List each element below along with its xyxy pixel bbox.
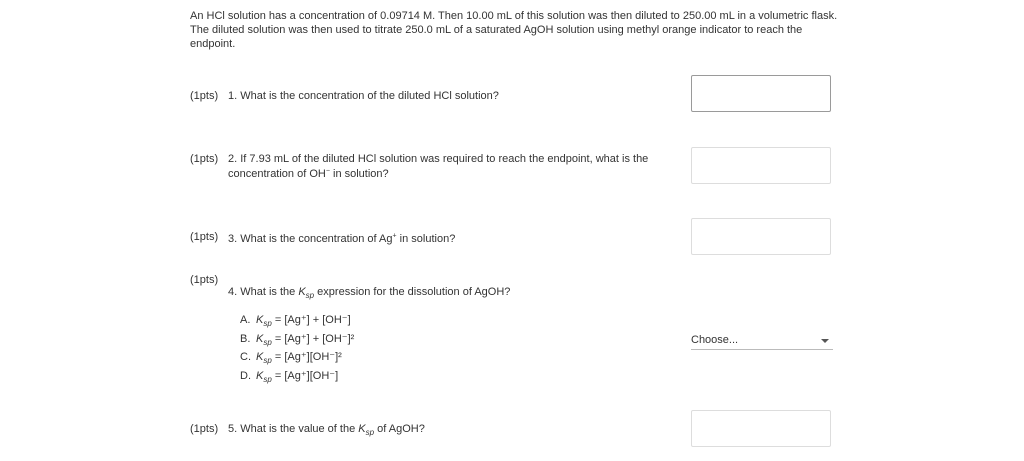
option-b: B. $K_{sp} = [Ag^+] + [OH^-]^2$ bbox=[240, 332, 355, 347]
question-3 bbox=[228, 232, 455, 247]
answer-input-q3[interactable] bbox=[692, 219, 830, 254]
question-5 bbox=[228, 422, 425, 440]
question-text: What is the concentration of the diluted HCl solution? bbox=[240, 90, 499, 102]
question-text: of AgOH? bbox=[374, 423, 425, 435]
answer-options bbox=[240, 313, 354, 388]
question-text: in solution? bbox=[396, 233, 456, 245]
question-number: 4. bbox=[228, 286, 238, 298]
answer-select-q4[interactable] bbox=[691, 331, 833, 350]
superscript: + bbox=[392, 232, 397, 240]
answer-input-q1[interactable] bbox=[692, 76, 830, 111]
answer-field-q3[interactable] bbox=[691, 218, 831, 255]
answer-field-q5[interactable] bbox=[691, 410, 831, 447]
question-text: What is the concentration of Ag bbox=[240, 233, 393, 245]
answer-input-q2[interactable] bbox=[692, 148, 830, 183]
question-1 bbox=[228, 89, 499, 104]
question-4 bbox=[228, 285, 510, 303]
answer-input-q5[interactable] bbox=[692, 411, 830, 446]
ksp-symbol: $K_{sp}$ bbox=[298, 286, 315, 301]
question-number: 2. bbox=[228, 153, 238, 165]
question-text: expression for the dissolution of AgOH? bbox=[314, 286, 511, 298]
points-label-q2: (1pts) bbox=[190, 153, 219, 165]
question-text: concentration of OH bbox=[228, 168, 326, 180]
superscript: − bbox=[325, 167, 330, 175]
answer-field-q2[interactable] bbox=[691, 147, 831, 184]
points-label-q1: (1pts) bbox=[190, 90, 219, 102]
question-text: If 7.93 mL of the diluted HCl solution was required to reach the endpoint, what is the bbox=[240, 153, 649, 165]
question-number: 5. bbox=[228, 423, 238, 435]
question-text: What is the value of the bbox=[240, 423, 359, 435]
option-c: C. $K_{sp} = [Ag^+][OH^-]^2$ bbox=[240, 351, 342, 366]
select-value: Choose... bbox=[691, 334, 739, 346]
question-number: 3. bbox=[228, 233, 238, 245]
points-label-q4: (1pts) bbox=[190, 274, 219, 286]
ksp-symbol: $K_{sp}$ bbox=[358, 423, 375, 438]
answer-field-q1[interactable] bbox=[691, 75, 831, 112]
question-intro: An HCl solution has a concentration of 0.09714 M. Then 10.00 mL of this solution was then diluted to 250.00 mL in a volumetric flask. The diluted solution was then used to titrate 250.0 mL of a saturated AgOH solution using methyl orange indicator to reach the endpoint. bbox=[190, 10, 838, 50]
chevron-down-icon bbox=[821, 339, 829, 343]
question-2 bbox=[228, 152, 648, 182]
option-d: D. $K_{sp} = [Ag^+][OH^-]$ bbox=[240, 370, 339, 385]
option-a: A. $K_{sp} = [Ag^+] + [OH^-]$ bbox=[240, 314, 351, 329]
question-number: 1. bbox=[228, 90, 238, 102]
question-text: in solution? bbox=[329, 168, 389, 180]
points-label-q5: (1pts) bbox=[190, 423, 219, 435]
question-text: What is the bbox=[240, 286, 299, 298]
points-label-q3: (1pts) bbox=[190, 231, 219, 243]
